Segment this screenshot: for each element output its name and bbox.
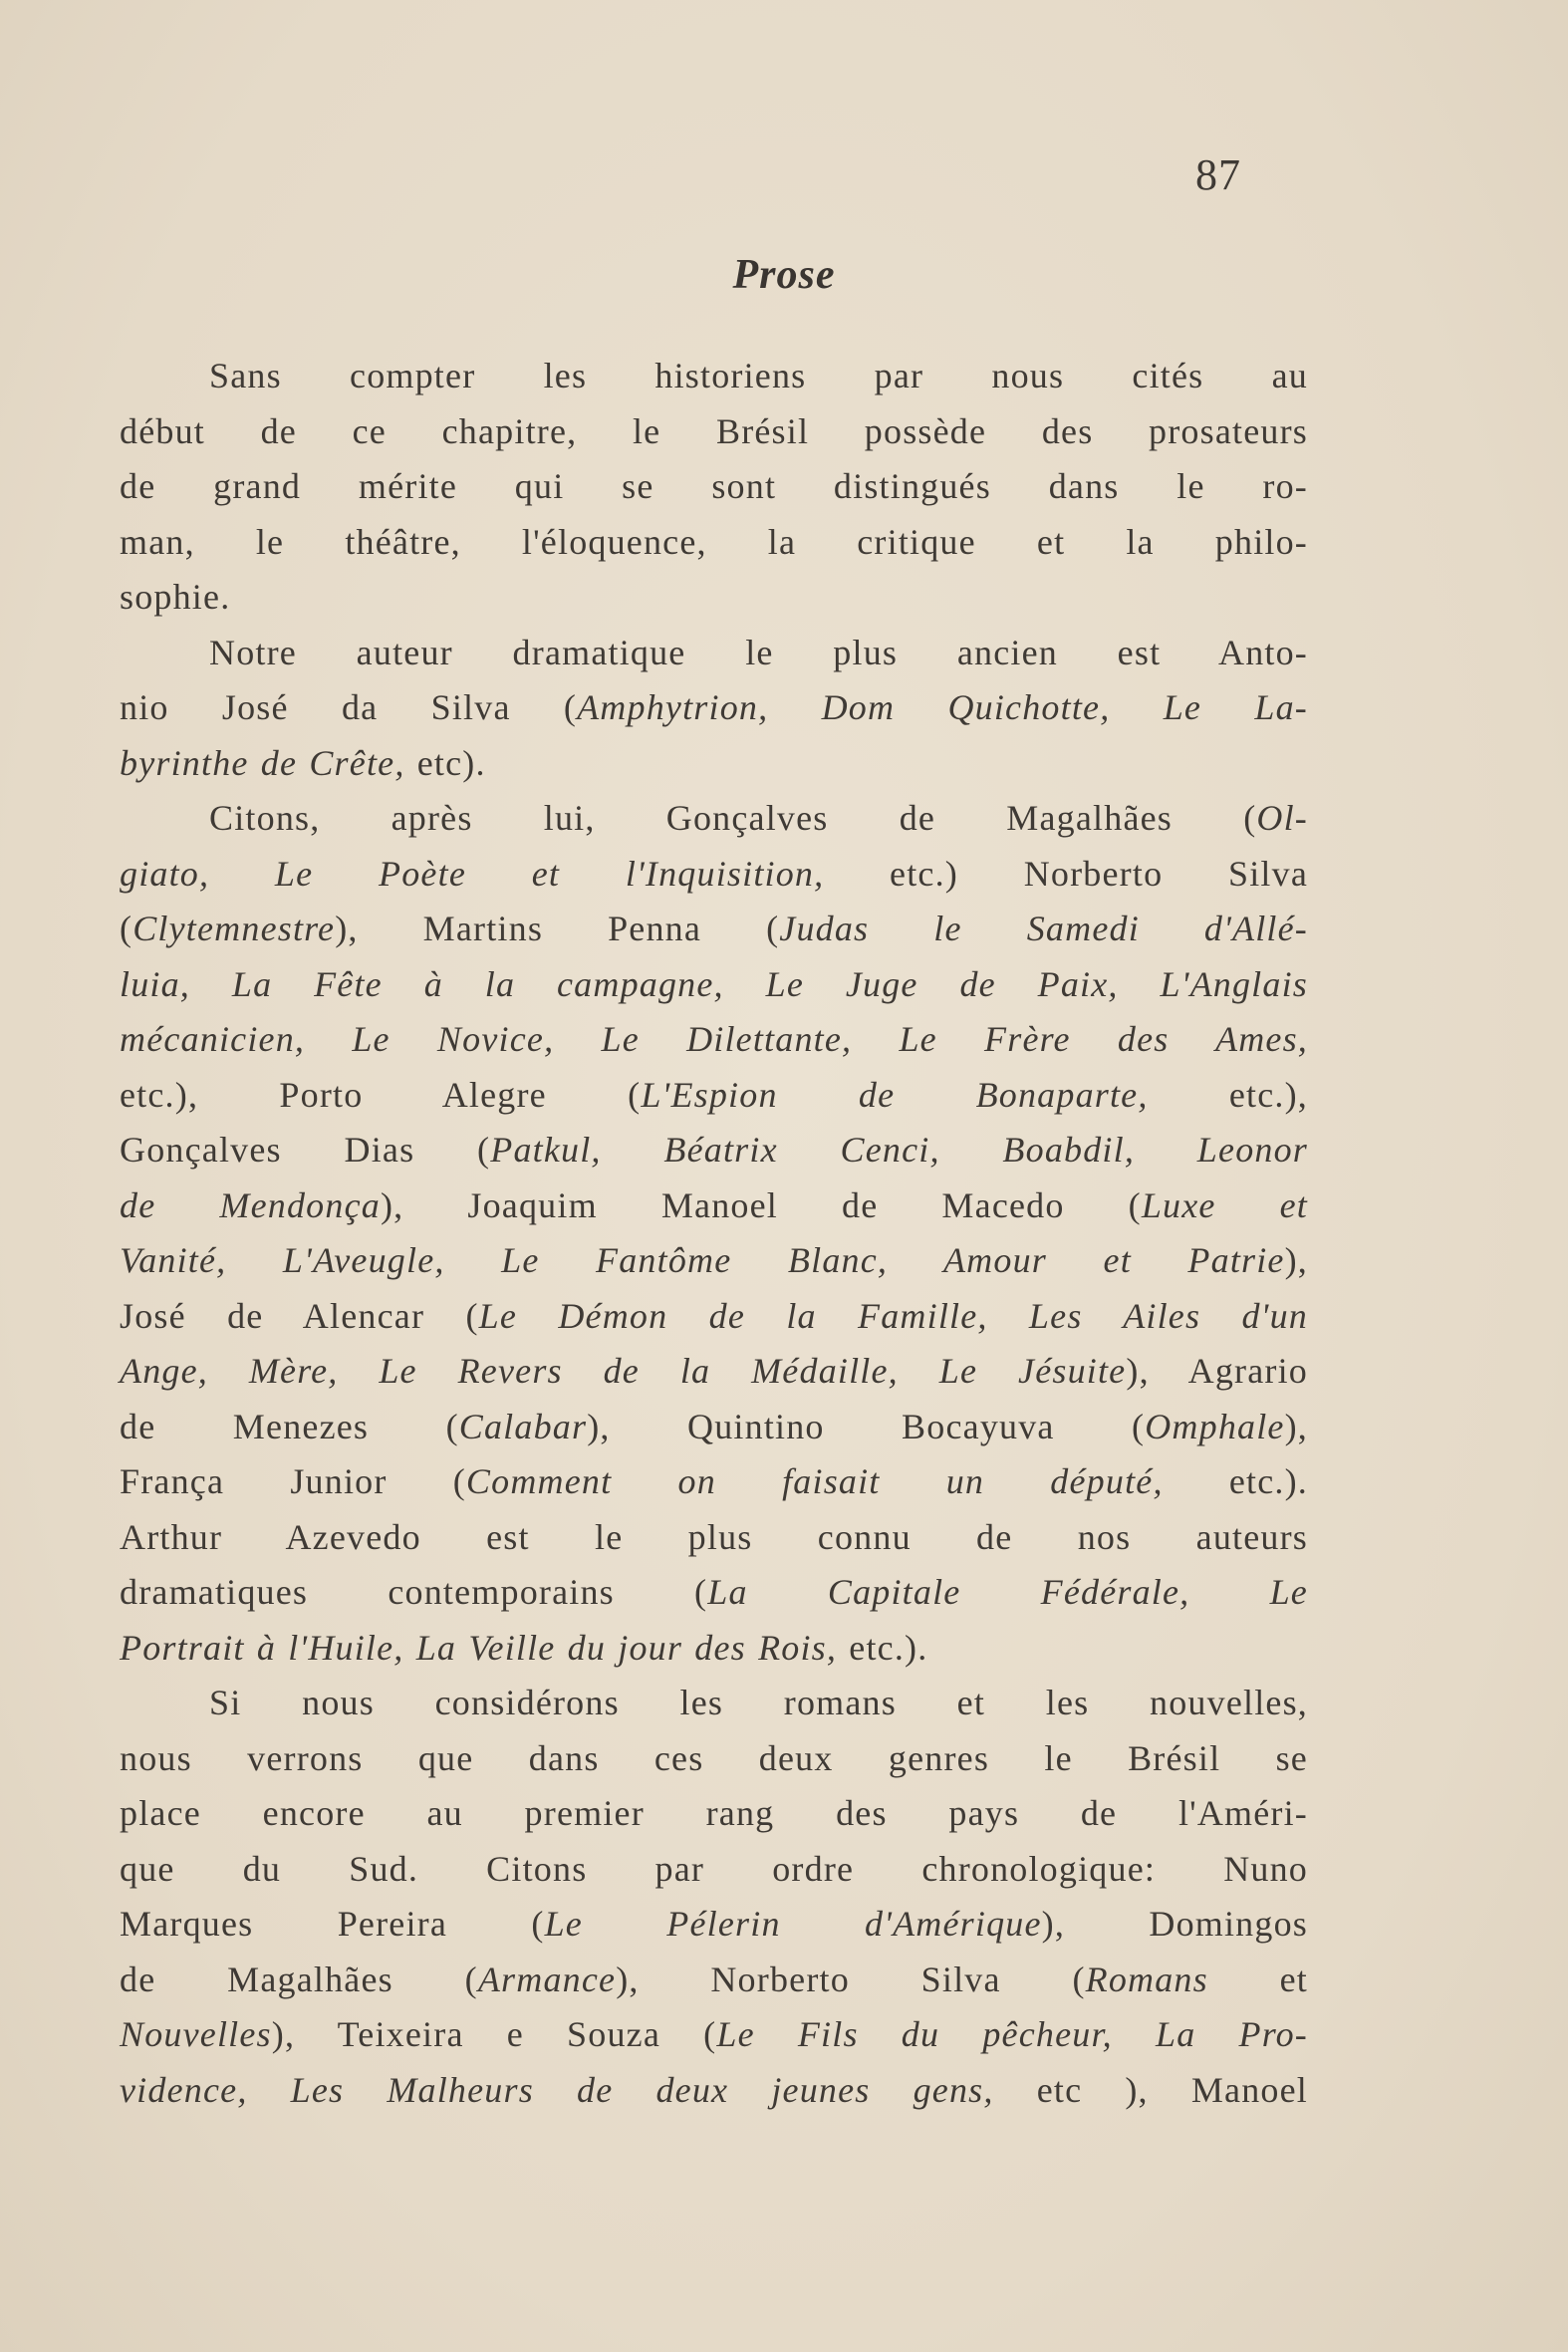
text-line xyxy=(120,349,1308,404)
text-segment: etc.), Porto Alegre ( xyxy=(120,1074,642,1115)
text-line xyxy=(120,680,1308,736)
text-line xyxy=(120,1842,1308,1898)
italic-title-text: Vanité, L'Aveugle, Le Fantôme Blanc, Amour et Patrie xyxy=(120,1240,1285,1280)
text-segment: ), Agrario xyxy=(1126,1351,1309,1391)
italic-title-text: byrinthe de Crête, xyxy=(120,742,405,783)
text-line xyxy=(120,1454,1308,1510)
italic-title-text: Ol- xyxy=(1256,798,1308,838)
text-segment: nous verrons que dans ces deux genres le Brésil se xyxy=(120,1737,1308,1778)
italic-title-text: Judas le Samedi d'Allé- xyxy=(779,909,1308,948)
text-segment: ), Teixeira e Souza ( xyxy=(271,2014,717,2054)
text-line xyxy=(120,404,1308,460)
text-segment: Si nous considérons les romans et les nouvelles, xyxy=(209,1683,1308,1722)
text-line xyxy=(120,1178,1308,1234)
italic-title-text: Comment on faisait un député, xyxy=(465,1461,1164,1501)
text-line xyxy=(120,1012,1308,1068)
italic-title-text: Patkul, Béatrix Cenci, Boabdil, Leonor xyxy=(490,1130,1308,1170)
text-line xyxy=(120,1676,1308,1731)
text-segment: Arthur Azevedo est le plus connu de nos auteurs xyxy=(120,1516,1308,1557)
italic-title-text: Ange, Mère, Le Revers de la Médaille, Le Jésuite xyxy=(120,1351,1127,1391)
italic-title-text: L'Espion de Bonaparte, xyxy=(641,1074,1149,1115)
text-segment: etc.). xyxy=(837,1627,928,1668)
italic-title-text: Calabar xyxy=(458,1406,588,1446)
text-segment: que du Sud. Citons par ordre chronologique: Nuno xyxy=(120,1848,1308,1889)
text-segment: sophie. xyxy=(120,577,231,617)
text-segment: etc). xyxy=(404,742,486,783)
text-segment: ), Quintino Bocayuva ( xyxy=(587,1406,1146,1446)
italic-title-text: Armance xyxy=(477,1959,617,1999)
text-line xyxy=(120,2007,1308,2063)
text-segment: etc.). xyxy=(1163,1461,1308,1501)
text-line xyxy=(120,1897,1308,1953)
text-segment: dramatiques contemporains ( xyxy=(120,1572,708,1612)
text-segment: Citons, après lui, Gonçalves de Magalhães ( xyxy=(209,798,1257,838)
text-segment: Marques Pereira ( xyxy=(120,1904,545,1944)
text-line xyxy=(120,1786,1308,1842)
text-segment: place encore au premier rang des pays de l'Améri- xyxy=(120,1793,1308,1833)
italic-title-text: de Mendonça xyxy=(120,1184,381,1225)
text-segment: de grand mérite qui se sont distingués dans le ro- xyxy=(120,466,1308,506)
text-line xyxy=(120,902,1308,957)
text-segment: ( xyxy=(120,909,133,948)
italic-title-text: luia, La Fête à la campagne, Le Juge de Paix, L'Anglais xyxy=(120,963,1308,1004)
text-line xyxy=(120,1731,1308,1787)
italic-title-text: Luxe et xyxy=(1141,1184,1309,1225)
text-line xyxy=(120,626,1308,681)
italic-title-text: Amphytrion, Dom Quichotte, Le La- xyxy=(577,687,1308,727)
text-line xyxy=(120,1123,1308,1178)
text-line xyxy=(120,1953,1308,2008)
italic-title-text: Omphale xyxy=(1145,1406,1285,1446)
text-segment: ), xyxy=(1284,1240,1308,1280)
text-line xyxy=(120,459,1308,515)
section-title: Prose xyxy=(732,252,836,298)
text-segment: etc.) Norberto Silva xyxy=(824,853,1308,894)
italic-title-text: mécanicien, Le Novice, Le Dilettante, Le Frère des Ames, xyxy=(120,1019,1308,1059)
text-segment: ), Joaquim Manoel de Macedo ( xyxy=(380,1184,1142,1225)
page-number: 87 xyxy=(1195,150,1241,199)
text-segment: début de ce chapitre, le Brésil possède des prosateurs xyxy=(120,410,1308,451)
italic-title-text: vidence, Les Malheurs de deux jeunes gens, xyxy=(120,2069,994,2110)
text-segment: ), Martins Penna ( xyxy=(335,909,780,948)
text-segment: ), xyxy=(1284,1406,1308,1446)
text-line xyxy=(120,2063,1308,2119)
body-text xyxy=(120,349,1308,2118)
text-segment: ), Norberto Silva ( xyxy=(616,1959,1086,1999)
text-segment: José de Alencar ( xyxy=(120,1295,479,1336)
text-line xyxy=(120,1068,1308,1124)
text-line xyxy=(120,515,1308,571)
italic-title-text: Le Fils du pêcheur, La Pro- xyxy=(716,2014,1308,2054)
italic-title-text: Portrait à l'Huile, La Veille du jour des Rois, xyxy=(120,1627,838,1668)
italic-title-text: Le Démon de la Famille, Les Ailes d'un xyxy=(478,1295,1308,1336)
text-line xyxy=(120,1621,1308,1677)
italic-title-text: Clytemnestre xyxy=(132,909,336,948)
text-line xyxy=(120,1510,1308,1566)
text-segment: nio José da Silva ( xyxy=(120,687,578,727)
text-line xyxy=(120,1344,1308,1400)
text-line xyxy=(120,736,1308,792)
text-segment: França Junior ( xyxy=(120,1461,466,1501)
text-segment: et xyxy=(1207,1959,1308,1999)
text-segment: man, le théâtre, l'éloquence, la critique et la philo- xyxy=(120,521,1308,562)
text-line xyxy=(120,570,1308,626)
italic-title-text: La Capitale Fédérale, Le xyxy=(707,1572,1308,1612)
text-segment: de Menezes ( xyxy=(120,1406,459,1446)
text-line xyxy=(120,1233,1308,1289)
text-line xyxy=(120,847,1308,903)
text-segment: Gonçalves Dias ( xyxy=(120,1130,491,1170)
text-line xyxy=(120,1289,1308,1345)
text-line xyxy=(120,957,1308,1013)
text-segment: de Magalhães ( xyxy=(120,1959,478,1999)
text-line xyxy=(120,791,1308,847)
text-line xyxy=(120,1565,1308,1621)
italic-title-text: Le Pélerin d'Amérique xyxy=(544,1904,1042,1944)
italic-title-text: Romans xyxy=(1085,1959,1208,1999)
italic-title-text: Nouvelles xyxy=(120,2014,272,2054)
text-segment: ), Domingos xyxy=(1041,1904,1308,1944)
text-segment: Notre auteur dramatique le plus ancien est Anto- xyxy=(209,632,1308,672)
italic-title-text: giato, Le Poète et l'Inquisition, xyxy=(120,853,825,894)
text-segment: etc.), xyxy=(1148,1074,1308,1115)
text-line xyxy=(120,1400,1308,1455)
text-segment: Sans compter les historiens par nous cités au xyxy=(209,356,1308,395)
text-segment: etc ), Manoel xyxy=(993,2069,1308,2110)
